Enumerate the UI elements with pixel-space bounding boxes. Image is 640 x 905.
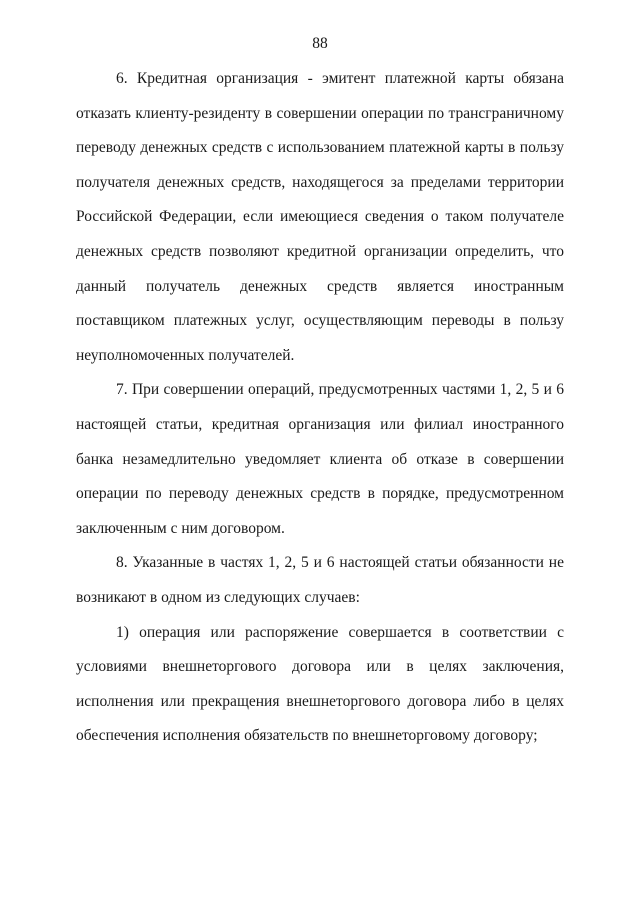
paragraph-6: 6. Кредитная организация - эмитент платежной карты обязана отказать клиенту-резиденту в совершении операции по трансграничному переводу денежных средств с использованием платежной карты в пользу получателя денежных средств, находящегося за пределами территории Российской Федерации, если имеющиеся сведения о таком получателе денежных средств позволяют кредитной организации определить, что данный получатель денежных средств является иностранным поставщиком платежных услуг, осуществляющим переводы в пользу неуполномоченных получателей.: [76, 70, 564, 364]
page-number: 88: [312, 35, 328, 52]
document-body: [76, 62, 564, 754]
paragraph-8: 8. Указанные в частях 1, 2, 5 и 6 настоящей статьи обязанности не возникают в одном из следующих случаев:: [76, 554, 564, 606]
paragraph-8-item-1: 1) операция или распоряжение совершается в соответствии с условиями внешнеторгового договора или в целях заключения, исполнения или прекращения внешнеторгового договора либо в целях обеспечения исполнения обязательств по внешнеторговому договору;: [76, 623, 564, 745]
paragraph-7: 7. При совершении операций, предусмотренных частями 1, 2, 5 и 6 настоящей статьи, кредитная организация или филиал иностранного банка незамедлительно уведомляет клиента об отказе в совершении операции по переводу денежных средств в порядке, предусмотренном заключенным с ним договором.: [76, 381, 564, 537]
